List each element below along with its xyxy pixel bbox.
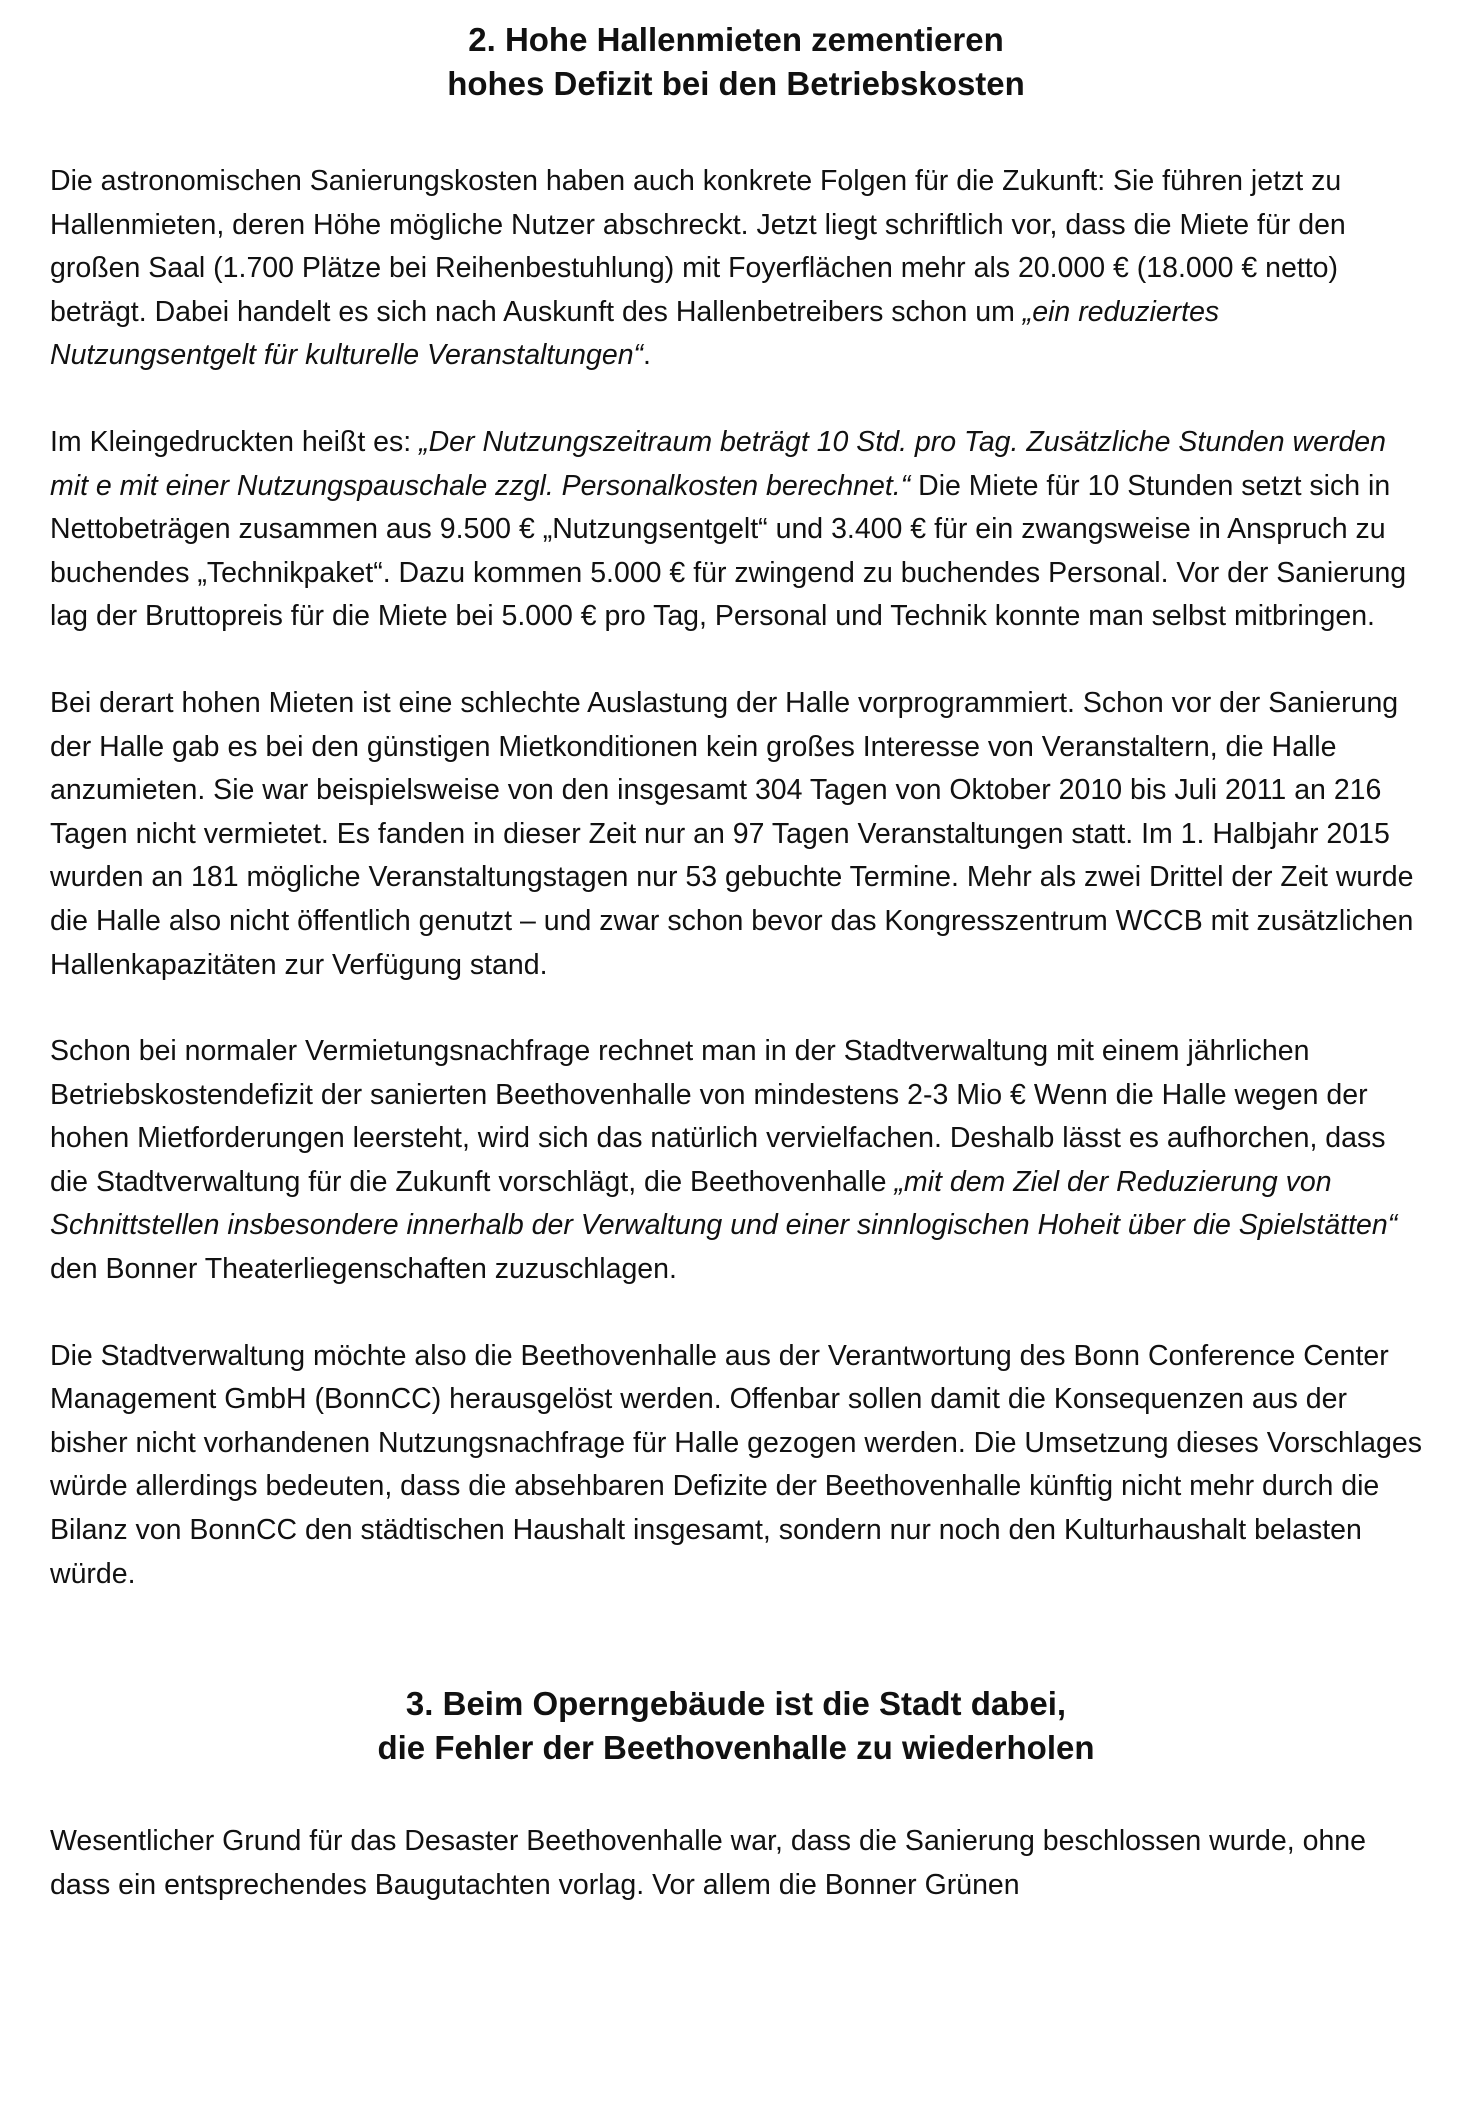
section-2-heading (50, 18, 1422, 106)
paragraph-text: Schon bei normaler Vermietungsnachfrage rechnet man in der Stadtverwaltung mit einem jährlichen Betriebskostendefizit der sanierten Beethovenhalle von mindestens 2-3 Mio € Wenn die Halle wegen der hohen Mietforderungen leersteht, wird sich das natürlich vervielfachen. Deshalb lässt es aufhorchen, dass die Stadtverwaltung für die Zukunft vorschlägt, die Beethovenhalle (50, 1035, 1386, 1198)
quote-text: „Der Nutzungszeitraum beträgt 10 Std. pro Tag. Zusätzliche Stunden werden mit e mit einer Nutzungspauschale zzgl. Personalkosten berechnet.“ (50, 425, 1386, 502)
paragraph-text: . (643, 339, 651, 372)
section-2-paragraph-3: Bei derart hohen Mieten ist eine schlechte Auslastung der Halle vorprogrammiert. Schon vor der Sanierung der Halle gab es bei den günstigen Mietkonditionen kein großes Interesse von Veranstaltern, die Halle anzumieten. Sie war beispielsweise von den insgesamt 304 Tagen von Oktober 2010 bis Juli 2011 an 216 Tagen nicht vermietet. Es fanden in dieser Zeit nur an 97 Tagen Veranstaltungen statt. Im 1. Halbjahr 2015 wurden an 181 mögliche Veranstaltungstagen nur 53 gebuchte Termine. Mehr als zwei Drittel der Zeit wurde die Halle also nicht öffentlich genutzt – und zwar schon bevor das Kongresszentrum WCCB mit zusätzlichen Hallenkapazitäten zur Verfügung stand. (50, 686, 1414, 981)
section-3-paragraph-1: Wesentlicher Grund für das Desaster Beethovenhalle war, dass die Sanierung beschlossen wurde, ohne dass ein entsprechendes Baugutachten vorlag. Vor allem die Bonner Grünen (50, 1825, 1366, 1901)
quote-text: „ein reduziertes Nutzungsentgelt für kulturelle Veranstaltungen“ (50, 295, 1220, 372)
section-3-heading-line-2: die Fehler der Beethovenhalle zu wiederholen (377, 1729, 1095, 1767)
quote-text: „mit dem Ziel der Reduzierung von Schnittstellen insbesondere innerhalb der Verwaltung und einer sinnlogischen Hoheit über die Spielstätten“ (50, 1165, 1398, 1242)
section-2-paragraph-5: Die Stadtverwaltung möchte also die Beethovenhalle aus der Verantwortung des Bonn Conference Center Management GmbH (BonnCC) herausgelöst werden. Offenbar sollen damit die Konsequenzen aus der bisher nicht vorhandenen Nutzungsnachfrage für Halle gezogen werden. Die Umsetzung dieses Vorschlages würde allerdings bedeuten, dass die absehbaren Defizite der Beethovenhalle künftig nicht mehr durch die Bilanz von BonnCC den städtischen Haushalt insgesamt, sondern nur noch den Kulturhaushalt belasten würde. (50, 1339, 1422, 1590)
paragraph-text: den Bonner Theaterliegenschaften zuzuschlagen. (50, 1253, 677, 1286)
section-2-heading-line-2: hohes Defizit bei den Betriebskosten (447, 65, 1025, 102)
section-2-paragraph-2 (50, 421, 1422, 639)
paragraph-text: Im Kleingedruckten heißt es: (50, 425, 420, 458)
paragraph-text: Die Miete für 10 Stunden setzt sich in Nettobeträgen zusammen aus 9.500 € „Nutzungsentgelt“ und 3.400 € für ein zwangsweise in Anspruch zu buchendes „Technikpaket“. Dazu kommen 5.000 € für zwingend zu buchendes Personal. Vor der Sanierung lag der Bruttopreis für die Miete bei 5.000 € pro Tag, Personal und Technik konnte man selbst mitbringen. (50, 469, 1407, 633)
section-2-heading-line-1: 2. Hohe Hallenmieten zementieren (468, 21, 1004, 58)
section-3-heading (50, 1682, 1422, 1770)
section-3-heading-line-1: 3. Beim Operngebäude ist die Stadt dabei, (405, 1685, 1067, 1723)
section-2-paragraph-1 (50, 160, 1422, 378)
paragraph-text: Die astronomischen Sanierungskosten haben auch konkrete Folgen für die Zukunft: Sie führen jetzt zu Hallenmieten, deren Höhe mögliche Nutzer abschreckt. Jetzt liegt schriftlich vor, dass die Miete für den großen Saal (1.700 Plätze bei Reihenbestuhlung) mit Foyerflächen mehr als 20.000 € (18.000 € netto) beträgt. Dabei handelt es sich nach Auskunft des Hallenbetreibers schon um (50, 165, 1346, 328)
section-2-paragraph-4 (50, 1030, 1422, 1292)
document-page (50, 18, 1422, 1907)
